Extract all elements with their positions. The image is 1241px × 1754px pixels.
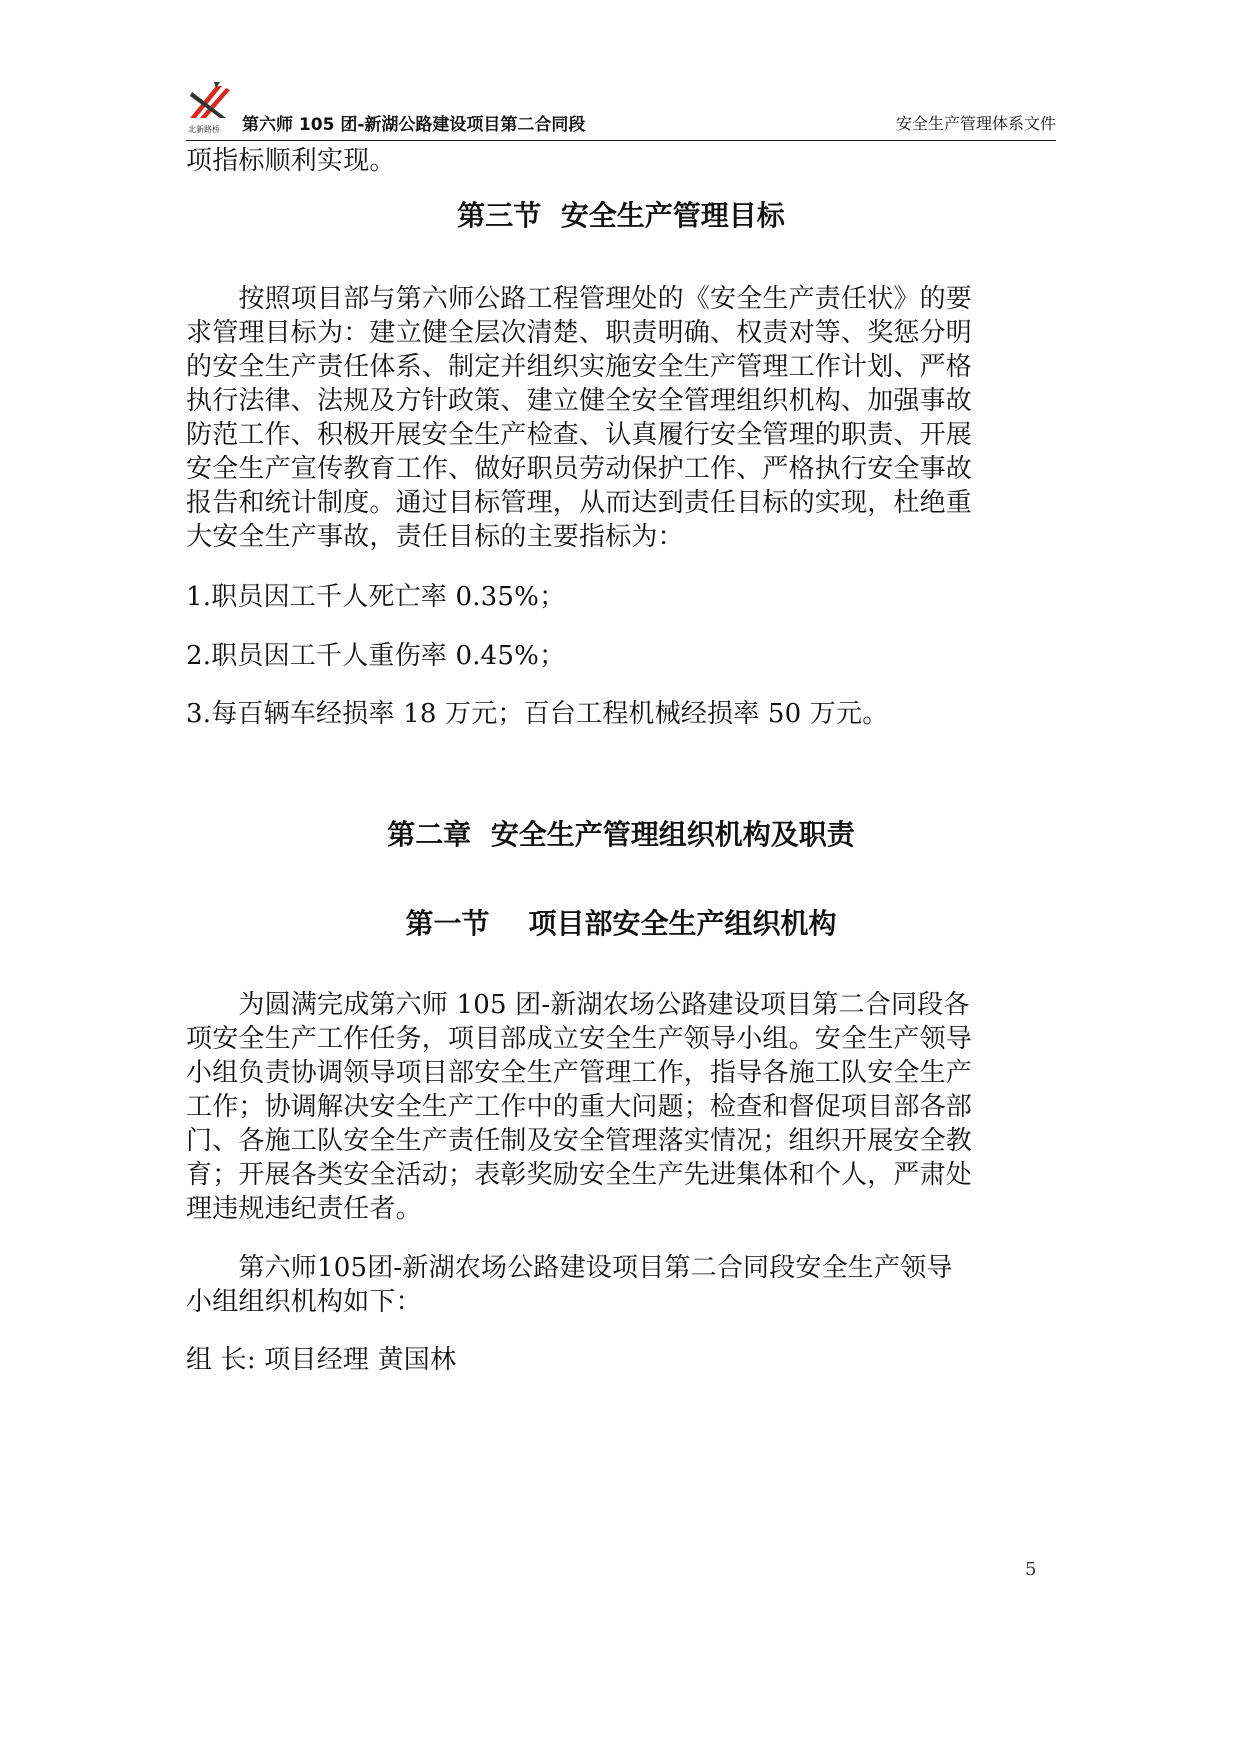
- paragraph-line: 大安全生产事故，责任目标的主要指标为：: [186, 522, 684, 552]
- paragraph-line: 第六师105团-新湖农场公路建设项目第二合同段安全生产领导: [186, 1253, 953, 1283]
- paragraph-line: 报告和统计制度。通过目标管理，从而达到责任目标的实现，杜绝重: [186, 488, 973, 518]
- page-header: [186, 78, 1056, 141]
- paragraph-line: 项安全生产工作任务，项目部成立安全生产领导小组。安全生产领导: [186, 1024, 973, 1054]
- indicator-item: 1.职员因工千人死亡率 0.35%；: [186, 582, 566, 612]
- paragraph-line: 工作；协调解决安全生产工作中的重大问题；检查和督促项目部各部: [186, 1092, 973, 1122]
- company-logo: [186, 78, 232, 134]
- paragraph-line: 执行法律、法规及方针政策、建立健全安全管理组织机构、加强事故: [186, 386, 973, 416]
- logo-text: 北新路桥: [188, 125, 220, 134]
- paragraph-line: 的安全生产责任体系、制定并组织实施安全生产管理工作计划、严格: [186, 352, 973, 382]
- section-heading: 第一节 项目部安全生产组织机构: [405, 907, 837, 940]
- paragraph-line: 项指标顺利实现。: [186, 146, 396, 176]
- paragraph-line: 门、各施工队安全生产责任制及安全管理落实情况；组织开展安全教: [186, 1126, 973, 1156]
- indicator-item: 3.每百辆车经损率 18 万元；百台工程机械经损率 50 万元。: [186, 699, 889, 729]
- header-document-title: 安全生产管理体系文件: [895, 114, 1056, 133]
- team-leader-line: 组 长: 项目经理 黄国林: [186, 1345, 457, 1375]
- paragraph-line: 为圆满完成第六师 105 团-新湖农场公路建设项目第二合同段各: [186, 990, 970, 1020]
- indicator-item: 2.职员因工千人重伤率 0.45%；: [186, 641, 566, 671]
- paragraph-line: 求管理目标为：建立健全层次清楚、职责明确、权责对等、奖惩分明: [186, 318, 973, 348]
- chapter-heading: 第二章 安全生产管理组织机构及职责: [387, 818, 855, 851]
- paragraph-line: 安全生产宣传教育工作、做好职员劳动保护工作、严格执行安全事故: [186, 454, 973, 484]
- paragraph-line: 防范工作、积极开展安全生产检查、认真履行安全管理的职责、开展: [186, 420, 973, 450]
- header-project-title: 第六师 105 团-新湖公路建设项目第二合同段: [242, 115, 586, 135]
- paragraph-line: 育；开展各类安全活动；表彰奖励安全生产先进集体和个人，严肃处: [186, 1160, 973, 1190]
- page-number: 5: [1025, 1559, 1037, 1580]
- paragraph-line: 按照项目部与第六师公路工程管理处的《安全生产责任状》的要: [186, 284, 973, 314]
- paragraph-line: 理违规违纪责任者。: [186, 1194, 422, 1224]
- logo-mark-icon: [186, 78, 232, 124]
- section-heading: 第三节 安全生产管理目标: [457, 199, 785, 232]
- paragraph-line: 小组负责协调领导项目部安全生产管理工作，指导各施工队安全生产: [186, 1058, 973, 1088]
- paragraph-line: 小组组织机构如下：: [186, 1287, 422, 1317]
